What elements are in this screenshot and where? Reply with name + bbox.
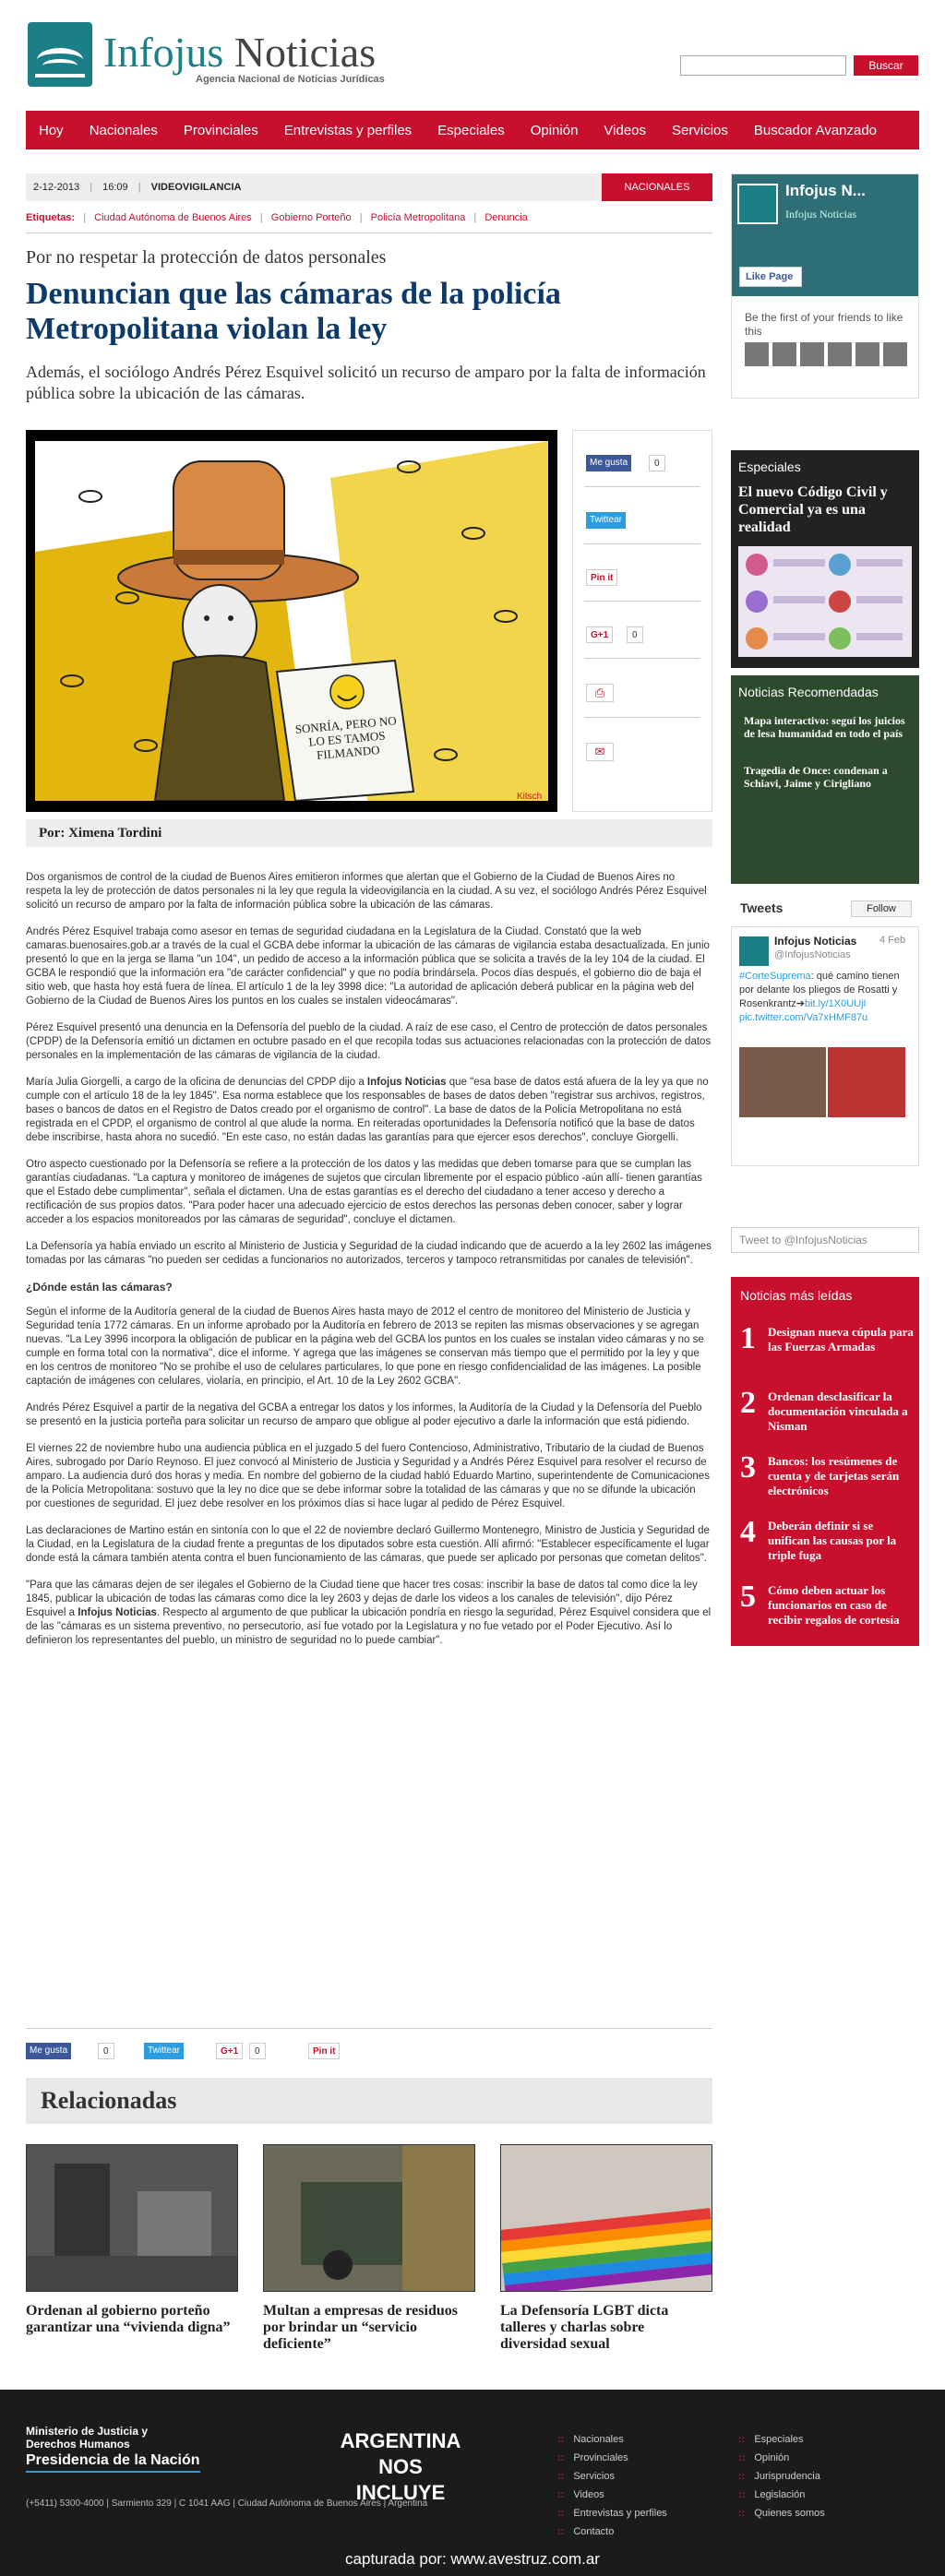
especiales-title[interactable]: El nuevo Código Civil y Comercial ya es una realidad (738, 484, 888, 535)
print-icon[interactable]: ⎙ (586, 684, 614, 702)
mas-leida-item[interactable]: 2 Ordenan desclasificar la documentación vinculada a Nisman (731, 1386, 919, 1450)
facebook-like-button[interactable]: Me gusta (586, 455, 631, 471)
logo-subtitle: Agencia Nacional de Noticias Jurídicas (196, 74, 385, 85)
body-paragraph: Andrés Pérez Esquivel trabaja como asesor en temas de seguridad ciudadana en la Legislatura de la Ciudad. Constató que la web camaras.buenosaires.gob.ar a través de la cual el GCBA debe informar la ubicación de las cámaras de vigilancia estaba desactualizada. En junio presentó lo que en la jerga se llama "un 104", un pedido de acceso a la información pública que se solicita a través de la ley 104 de la ciudad. El GCBA le respondió que la información era "de carácter confidencial" y que no podía brindársela. Pocos días después, el gobierno dio de baja el sitio web, que hasta hoy está fuera de línea. El artículo 1 de la ley 3998 dice: "La autoridad de aplicación deberá publicar en la página web del Gobierno de la Ciudad de Buenos Aires los puntos en los cuales se instalen videocámaras". (26, 926, 710, 1007)
footer-ministerio[interactable]: Ministerio de Justicia y Derechos Humanos (26, 2425, 149, 2451)
friend-avatar[interactable] (800, 342, 824, 366)
tweet-to-input[interactable]: Tweet to @InfojusNoticias (731, 1227, 919, 1253)
mas-leida-item[interactable]: 1 Designan nueva cúpula para las Fuerzas Armadas (740, 1321, 914, 1355)
search-input[interactable] (680, 55, 846, 76)
body-paragraph: Según el informe de la Auditoría general de la ciudad de Buenos Aires hasta mayo de 2012 el centro de monitoreo del Ministerio de Justicia y Seguridad tenía 1772 cámaras. En un informe aprobado por la Auditoría en febrero de 2013 se repiten las mismas observaciones y se agregan nuevas. "La Ley 3996 incorpora la obligación de publicar en la página web del GCBA los puntos en los cuales se instalan video cámaras y no se cumple en forma total con la normativa", dice el informe. Y agrega que las imágenes se conservan más tiempo que el permitido por la ley y que en los centros de monitoreo "No se prohíbe el uso de celulares particulares, lo que pone en riesgo confidencialidad de las imágenes. La posible captación de imágenes con celulares, violaría, en principio, el Art. 10 de la Ley 2602 GCBA". (26, 1306, 704, 1387)
article-category: VIDEOVIGILANCIA (150, 182, 242, 193)
footer-link[interactable]: :: Entrevistas y perfiles (557, 2504, 667, 2522)
search-button[interactable]: Buscar (854, 55, 918, 76)
tweets-header: Tweets (740, 900, 784, 915)
tweet-account[interactable]: Infojus Noticias (774, 935, 857, 948)
footer-link[interactable]: :: Servicios (557, 2467, 667, 2486)
footer-link[interactable]: :: Quienes somos (738, 2504, 825, 2522)
mas-leida-item[interactable]: 5 Cómo deben actuar los funcionarios en caso de recibir regalos de cortesía (731, 1580, 919, 1644)
body-paragraph: María Julia Giorgelli, a cargo de la oficina de denuncias del CPDP dijo a Infojus Noticias que "esa base de datos está afuera de la ley ya que no cumple con el artículo 18 de la ley 1845". Esa norma establece que los responsables de bases de datos deben "registrar sus archivos, registros, bases o bancos de datos en el Registro de Datos creado por el organismo de control". La base de datos de la Policía Metropolitana no está registrada en el CPDP, el organismo de control al que alude la norma. En reiteradas oportunidades la Defensoría notificó que la base de datos debe inscribirse, hasta ahora no sucedió. "En este caso, no están dadas las garantías para que ejercer esos derechos", concluye Giorgelli. (26, 1077, 709, 1143)
footer-argentina-logo[interactable]: ARGENTINA NOS INCLUYE (340, 2429, 461, 2504)
footer-links-col1 (557, 2430, 667, 2541)
facebook-cover-text: Infojus Noticias (785, 208, 856, 221)
mas-leida-title[interactable]: Ordenan desclasificar la documentación vinculada a Nisman (768, 1389, 908, 1433)
site-header (0, 0, 945, 109)
byline: Por: Ximena Tordini (26, 819, 712, 847)
footer-link[interactable]: :: Opinión (738, 2449, 825, 2467)
email-icon[interactable]: ✉ (586, 743, 614, 761)
recomendadas-panel (731, 675, 919, 884)
tweets-widget (731, 900, 919, 1270)
divider (26, 2028, 712, 2029)
mas-leida-title[interactable]: Designan nueva cúpula para las Fuerzas Armadas (768, 1325, 914, 1354)
facebook-like-page-button[interactable]: Like Page (739, 267, 802, 287)
footer-presidencia[interactable]: Presidencia de la Nación (26, 2452, 200, 2473)
image-credit: Kitsch (517, 792, 543, 802)
mas-leida-title[interactable]: Cómo deben actuar los funcionarios en caso de recibir regalos de cortesía (768, 1583, 900, 1627)
body-paragraph: "Para que las cámaras dejen de ser ilegales el Gobierno de la Ciudad tiene que hacer tres cosas: inscribir la base de datos tal como dice la ley 1845, publicar la ubicación de todas las cámaras como dice la ley 2603 y dejas de darle los videos a los canales de televisión", dijo Pérez Esquivel a Infojus Noticias. Respecto al argumento de que publicar la ubicación pondría en riesgo la seguridad, Pérez Esquivel considera que el de las "cámaras es un sistema preventivo, no persecutorio, así fue votado por la Legislatura y no fue vetado por el Poder Ejecutivo. Así lo definieron los representantes del pueblo, un ministro de seguridad no lo puede cambiar". (26, 1580, 712, 1646)
recomendadas-header: Noticias Recomendadas (738, 685, 879, 699)
twitter-button[interactable]: Twittear (144, 2043, 184, 2059)
related-card[interactable] (263, 2144, 475, 2353)
friend-avatar[interactable] (772, 342, 796, 366)
related-section-title: Relacionadas (26, 2078, 712, 2124)
tweet-handle: @InfojusNoticias (774, 949, 851, 960)
cartoon-sign-text: SONRÍA, PERO NO LO ES TAMOS FILMANDO (294, 713, 398, 762)
nav-opinion[interactable]: Opinión (530, 122, 579, 138)
nav-nacionales[interactable]: Nacionales (89, 122, 158, 138)
share-box (572, 430, 712, 812)
logo-part1: Infojus (103, 29, 224, 76)
article-image[interactable] (26, 430, 557, 812)
recomendada-link[interactable]: Mapa interactivo: seguí los juicios de lesa humanidad en todo el país (744, 714, 905, 740)
footer-link[interactable]: :: Nacionales (557, 2430, 667, 2449)
section-badge[interactable]: NACIONALES (602, 173, 712, 201)
footer-address: (+5411) 5300-4000 | Sarmiento 329 | C 1041 AAG | Ciudad Autónoma de Buenos Aires | Argentina (26, 2498, 428, 2509)
tag-link[interactable]: Ciudad Autónoma de Buenos Aires (94, 212, 252, 223)
related-title[interactable]: La Defensoría LGBT dicta talleres y charlas sobre diversidad sexual (500, 2303, 669, 2352)
recomendada-link[interactable]: Tragedia de Once: condenan a Schiavi, Jaime y Cirigliano (744, 764, 888, 790)
article-body (26, 871, 712, 1661)
nav-entrevistas[interactable]: Entrevistas y perfiles (283, 122, 413, 138)
mas-leida-title[interactable]: Deberán definir si se unifican las causas por la triple fuga (768, 1519, 897, 1562)
cartoon-illustration (35, 441, 548, 801)
tags-list: Etiquetas: | Ciudad Autónoma de Buenos Aires | Gobierno Porteño | Policía Metropolitana | Denuncia (26, 212, 528, 223)
body-paragraph: Las declaraciones de Martino están en sintonía con lo que el 22 de noviembre declaró Guillermo Montenegro, Ministro de Justicia y Seguridad de la Ciudad, en la Legislatura de la ciudad frente a preguntas de los diputados sobre esta cuestión. Allí afirmó: "Establecer específicamente el lugar donde está la cámara también atenta contra el buen funcionamiento de las cámaras, que puede ser aplicado por personas que cometan delitos". (26, 1525, 710, 1564)
footer-link[interactable]: :: Contacto (557, 2522, 667, 2541)
body-paragraph: Andrés Pérez Esquivel a partir de la negativa del GCBA a entregar los datos y los informes, la Auditoría de la Ciudad y la Defensoría del Pueblo se presentó en la justicia porteña para solicitar un recurso de amparo que obligue al poder ejecutivo a darle la información que está pidiendo. (26, 1402, 702, 1427)
site-footer (0, 2390, 945, 2576)
pinterest-button[interactable]: Pin it (308, 2043, 340, 2059)
nav-servicios[interactable]: Servicios (672, 122, 728, 138)
tweet-timeline[interactable] (731, 926, 919, 1166)
tweet-avatar[interactable] (739, 936, 769, 966)
facebook-like-button[interactable]: Me gusta (26, 2043, 71, 2059)
mas-leida-title[interactable]: Bancos: los resúmenes de cuenta y de tarjetas serán electrónicos (768, 1454, 900, 1497)
article-time: 16:09 (102, 182, 128, 193)
body-paragraph: Pérez Esquivel presentó una denuncia en la Defensoría del pueblo de la ciudad. A raíz de ese caso, el Centro de protección de datos personales (CPDP) de la Defensoría emitió un dictamen en octubre pasado en el que recopila todas sus actuaciones relacionadas con la protección de datos personales en la implementación de las cámaras de vigilancia de la ciudad. (26, 1022, 712, 1061)
twitter-button[interactable]: Twittear (586, 512, 626, 529)
body-paragraph: El viernes 22 de noviembre hubo una audiencia pública en el juzgado 5 del fuero Contencioso, Administrativo, Tributario de la ciudad de Buenos Aires, subrogado por Darío Reynoso. El juez convocó al Ministerio de Justicia y Seguridad y a Andrés Pérez Esquivel para resolver el recurso de amparo. La audiencia duró dos horas y media. En nombre del gobierno de la ciudad habló Eduardo Martino, superintendente de Comunicaciones de la Policía Metropolitana: sostuvo que la ley no dice que se debe informar sobre la totalidad de las cámaras y que no se difunde la ubicación por cuestiones de seguridad. El juez debe resolver en los próximos días si hace lugar al pedido de Pérez Esquivel. (26, 1443, 710, 1509)
nav-buscador-avanzado[interactable]: Buscador Avanzado (753, 122, 878, 138)
mas-leidas-panel (731, 1277, 919, 1646)
capture-credit: capturada por: www.avestruz.com.ar (345, 2550, 600, 2568)
facebook-page-name[interactable]: Infojus N... (785, 182, 866, 199)
body-paragraph: Otro aspecto cuestionado por la Defensoría se refiere a la protección de los datos y las medidas que deben tomarse para que se cumplan las garantías ciudadanas. "La captura y monitoreo de imágenes de sujetos que circulan libremente por el espacio público -aún allí- tienen garantías que el Estado debe cumplimentar", señala el dictamen. Una de estas garantías es el derecho del ciudadano a tener acceso y derecho a rectificación de sus propios datos. "Para poder hacer una adecuado ejercicio de estos derechos las personas deben conocer, saber y lograr acceder a los espacios monitoreados por las cámaras de seguridad", concluye el dictamen. (26, 1159, 702, 1225)
infojus-mention: Infojus Noticias (78, 1607, 157, 1618)
nav-hoy[interactable]: Hoy (39, 122, 64, 138)
friend-avatar[interactable] (855, 342, 879, 366)
google-plus-button[interactable]: G+1 (586, 626, 613, 643)
bottom-share-bar (26, 2037, 712, 2065)
especiales-header: Especiales (738, 459, 801, 474)
infojus-mention: Infojus Noticias (366, 1077, 447, 1088)
related-title[interactable]: Multan a empresas de residuos por brindar un “servicio deficiente” (263, 2303, 458, 2352)
especiales-panel (731, 450, 919, 668)
nav-videos[interactable]: Videos (604, 122, 647, 138)
footer-link[interactable]: :: Legislación (738, 2486, 825, 2504)
facebook-page-widget (731, 173, 919, 399)
related-title[interactable]: Ordenan al gobierno porteño garantizar una “vivienda digna” (26, 2303, 231, 2335)
body-paragraph: La Defensoría ya había enviado un escrito al Ministerio de Justicia y Seguridad de la ciudad indicando que de acuerdo a la ley 2602 las imágenes tomadas por las cámaras "no pueden ser cedidas a funcionarios no autorizados, terceros y tampoco retransmitidas por canales de televisión". (26, 1241, 712, 1266)
facebook-page-logo-icon (737, 184, 778, 224)
related-card[interactable] (26, 2144, 238, 2336)
mas-leida-item[interactable]: 4 Deberán definir si se unifican las causas por la triple fuga (731, 1515, 919, 1580)
logo-part2: Noticias (233, 29, 377, 76)
footer-links-col2 (738, 2430, 825, 2522)
friend-avatar[interactable] (828, 342, 852, 366)
related-card[interactable] (500, 2144, 712, 2353)
footer-link[interactable]: :: Especiales (738, 2430, 825, 2449)
tag-link[interactable]: Gobierno Porteño (270, 212, 352, 223)
tweet-text: #CorteSuprema: qué camino tienen por delante los pliegos de Rosatti y Rosenkrantz➔bit.ly/1X0UUjI pic.twitter.com/Va7xHMF87u (739, 971, 900, 1023)
nav-especiales[interactable]: Especiales (437, 122, 505, 138)
related-image[interactable] (263, 2144, 475, 2292)
pinterest-button[interactable]: Pin it (586, 569, 617, 586)
footer-link[interactable]: :: Jurisprudencia (738, 2467, 825, 2486)
facebook-cover[interactable] (732, 174, 918, 296)
google-plus-button[interactable]: G+1 (216, 2043, 243, 2059)
especiales-image[interactable] (738, 546, 912, 657)
facebook-count: 0 (649, 455, 665, 471)
site-logo[interactable] (103, 31, 376, 74)
tweet-date: 4 Feb (879, 935, 906, 946)
related-image[interactable] (500, 2144, 712, 2292)
tag-link[interactable]: Denuncia (484, 212, 528, 223)
footer-link[interactable]: :: Videos (557, 2486, 667, 2504)
tweet-photo[interactable] (739, 1047, 826, 1117)
twitter-follow-button[interactable]: Follow (851, 900, 912, 917)
facebook-count: 0 (98, 2043, 114, 2059)
facebook-friends-text: Be the first of your friends to like this (745, 311, 903, 338)
google-plus-count: 0 (627, 626, 643, 643)
tag-link[interactable]: Policía Metropolitana (370, 212, 466, 223)
article-headline: Denuncian que las cámaras de la policía Metropolitana violan la ley (26, 277, 561, 346)
main-nav (26, 111, 919, 149)
footer-link[interactable]: :: Provinciales (557, 2449, 667, 2467)
mas-leidas-header: Noticias más leídas (740, 1288, 853, 1303)
body-paragraph: Dos organismos de control de la ciudad de Buenos Aires emitieron informes que alertan que el Gobierno de la Ciudad de Buenos Aires no respeta la ley de protección de datos personales ni la ley que regula la videovigilancia en la ciudad. A su vez, el sociólogo Andrés Pérez Esquivel solicitó un recurso de amparo por la falta de información pública sobre la ubicación de las cámaras. (26, 872, 707, 911)
nav-provinciales[interactable]: Provinciales (183, 122, 258, 138)
article-meta-bar: 2-12-2013 | 16:09 | VIDEOVIGILANCIA (26, 173, 712, 201)
google-plus-count: 0 (249, 2043, 266, 2059)
article-date: 2-12-2013 (33, 182, 80, 193)
friend-avatar[interactable] (883, 342, 907, 366)
article-kicker: Por no respetar la protección de datos personales (26, 247, 387, 268)
tweet-photo[interactable] (828, 1047, 905, 1117)
tags-label: Etiquetas: (26, 212, 76, 223)
friend-avatar[interactable] (745, 342, 769, 366)
body-subhead: ¿Dónde están las cámaras? (26, 1281, 173, 1294)
article-lede: Además, el sociólogo Andrés Pérez Esquivel solicitó un recurso de amparo por la falta de información pública sobre la ubicación de las cámaras. (26, 363, 706, 402)
mas-leida-item[interactable]: 3 Bancos: los resúmenes de cuenta y de tarjetas serán electrónicos (731, 1450, 919, 1515)
related-image[interactable] (26, 2144, 238, 2292)
logo-book-icon[interactable] (28, 22, 92, 87)
